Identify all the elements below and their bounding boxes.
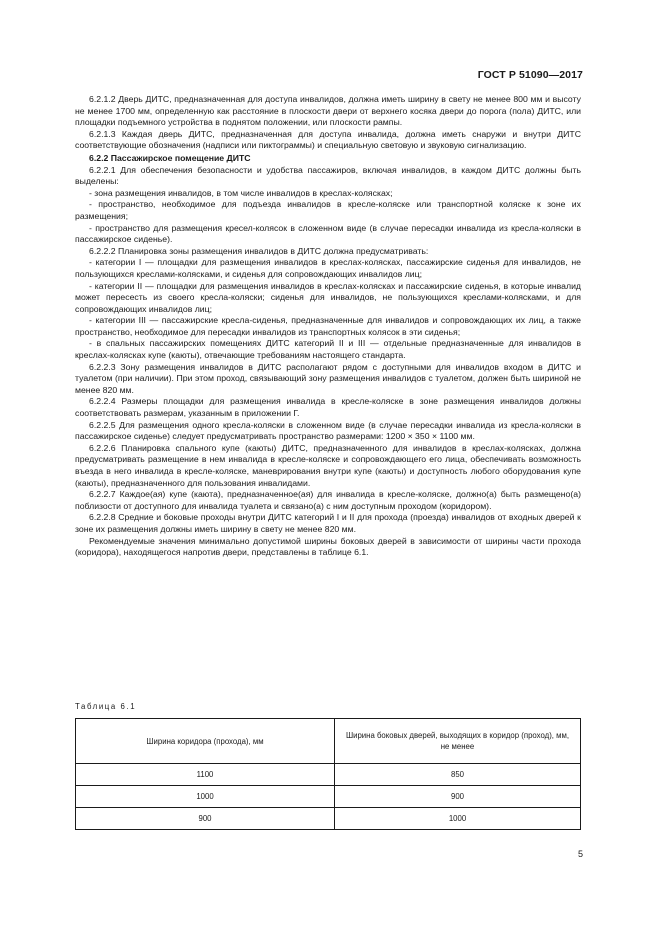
paragraph-6-2-1-3: 6.2.1.3 Каждая дверь ДИТС, предназначенная для доступа инвалида, должна иметь снаружи и внутри ДИТС соответствующие обозначения (надписи или пиктограммы) и специальную световую и звуковую сигнализацию. xyxy=(75,128,581,151)
table-cell-corridor: 1000 xyxy=(76,786,335,808)
table-header-door: Ширина боковых дверей, выходящих в коридор (проход), мм, не менее xyxy=(335,719,581,764)
list-item: - пространство, необходимое для подъезда инвалидов в кресле-коляске или транспортной коляске к зоне их размещения; xyxy=(75,199,581,221)
table-caption: Таблица 6.1 xyxy=(75,702,137,711)
paragraph-6-2-2-3: 6.2.2.3 Зону размещения инвалидов в ДИТС располагают рядом с доступными для инвалидов входом в ДИТС и туалетом (при наличии). При этом проход, связывающий зону размещения инвалидов с туалетом, должен быть шириной не менее 820 мм. xyxy=(75,361,581,395)
table-cell-door: 1000 xyxy=(335,808,581,830)
table-row xyxy=(76,808,581,830)
paragraph-6-2-2-6: 6.2.2.6 Планировка спального купе (каюты) ДИТС, предназначенного для инвалидов в креслах-колясках, должна предусматривать размещение в нем инвалида в кресле-коляске и сопровождающего его лица, обеспечивать возможность въезда в него инвалида в кресле-коляске, маневрирования внутри купе (каюты) и доступность любого оборудования купе (каюты), предназначенного для пользования инвалидами. xyxy=(75,442,581,488)
list-item: - категории III — пассажирские кресла-сиденья, предназначенные для инвалидов и сопровождающих их лиц, а также пространство, необходимое для пересадки инвалидов из транспортных колясок в эти сиденья; xyxy=(75,315,581,337)
paragraph-6-2-2-5: 6.2.2.5 Для размещения одного кресла-коляски в сложенном виде (в случае пересадки инвалида из кресла-коляски в пассажирское сиденье) следует предусматривать пространство размерами: 1200 × 350 × 1100 мм. xyxy=(75,419,581,442)
table-header-corridor: Ширина коридора (прохода), мм xyxy=(76,719,335,764)
list-item: - категории II — площадки для размещения инвалидов в креслах-колясках и пассажирские сиденья, в которые инвалид может пересесть из своего кресла-коляски; сиденья для инвалидов, не пользующихся креслами-колясками, и для сопровождающих инвалидов лиц; xyxy=(75,280,581,314)
paragraph-table-reference: Рекомендуемые значения минимально допустимой ширины боковых дверей в зависимости от ширины части прохода (коридора), находящегося напротив двери, представлены в таблице 6.1. xyxy=(75,535,581,558)
list-item: - в спальных пассажирских помещениях ДИТС категорий II и III — отдельные предназначенные для инвалидов в креслах-колясках купе (каюты), отвечающие требованиям настоящего стандарта. xyxy=(75,338,581,361)
paragraph-6-2-2-8: 6.2.2.8 Средние и боковые проходы внутри ДИТС категорий I и II для прохода (проезда) инвалидов от входных дверей к зоне их размещения должны иметь ширину в свету не менее 820 мм. xyxy=(75,512,581,534)
paragraph-6-2-1-2: 6.2.1.2 Дверь ДИТС, предназначенная для доступа инвалидов, должна иметь ширину в свету не менее 800 мм и высоту не менее 1700 мм, определенную как расстояние в плоскости двери от верхнего косяка двери до порога (пола) ДИТС, или площадки подъемного устройства в поднятом положении, или плоскости рампы. xyxy=(75,94,581,128)
table-cell-door: 900 xyxy=(335,786,581,808)
document-body xyxy=(75,94,581,559)
table-row xyxy=(76,786,581,808)
list-item: - категории I — площадки для размещения инвалидов в креслах-колясках, пассажирские сиденья для инвалидов, не пользующихся креслами-колясками, и сиденья для сопровождающих инвалидов лиц; xyxy=(75,257,581,279)
paragraph-6-2-2-2: 6.2.2.2 Планировка зоны размещения инвалидов в ДИТС должна предусматривать: xyxy=(89,245,429,256)
list-item: - пространство для размещения кресел-колясок в сложенном виде (в случае пересадки инвалида из кресла-коляски в пассажирское сиденье). xyxy=(75,222,581,245)
page-number: 5 xyxy=(577,849,583,859)
table-cell-corridor: 1100 xyxy=(76,764,335,786)
table-header-row xyxy=(76,719,581,764)
table-row xyxy=(76,764,581,786)
document-header: ГОСТ Р 51090—2017 xyxy=(477,69,583,81)
door-width-table xyxy=(75,718,581,830)
paragraph-6-2-2-7: 6.2.2.7 Каждое(ая) купе (каюта), предназначенное(ая) для инвалида в кресле-коляске, должно(а) быть размещено(а) поблизости от доступного для инвалида туалета и связано(а) с ним доступным проходом (коридором). xyxy=(75,489,581,511)
paragraph-6-2-2-1: 6.2.2.1 Для обеспечения безопасности и удобства пассажиров, включая инвалидов, в каждом ДИТС должны быть выделены: xyxy=(75,164,581,187)
table-cell-door: 850 xyxy=(335,764,581,786)
list-item: - зона размещения инвалидов, в том числе инвалидов в креслах-колясках; xyxy=(89,187,393,198)
table-cell-corridor: 900 xyxy=(76,808,335,830)
paragraph-6-2-2-4: 6.2.2.4 Размеры площадки для размещения инвалида в кресле-коляске в зоне размещения инвалидов должны соответствовать размерам, указанным в приложении Г. xyxy=(75,396,581,419)
section-heading-6-2-2: 6.2.2 Пассажирское помещение ДИТС xyxy=(89,152,251,163)
